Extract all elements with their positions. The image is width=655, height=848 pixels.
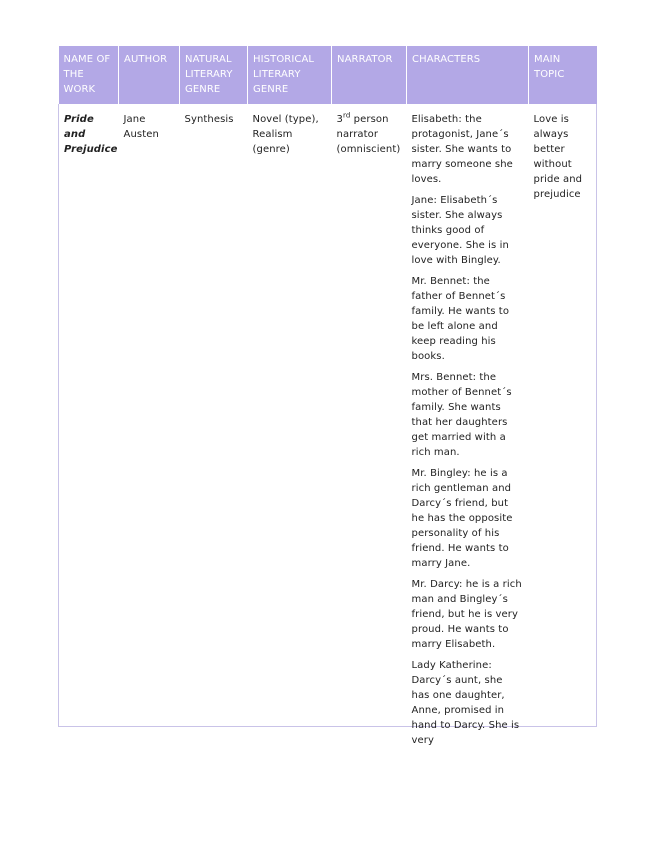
header-row <box>59 46 597 104</box>
historical-genre-value: Novel (type), Realism (genre) <box>252 114 319 155</box>
table-row <box>59 104 597 726</box>
cell-work <box>59 104 119 726</box>
header-narrator: NARRATOR <box>332 46 407 104</box>
main-topic-value: Love is always better without pride and prejudice <box>533 114 583 200</box>
cell-author <box>119 104 180 726</box>
character-entry: Mr. Bingley: he is a rich gentleman and Darcy´s friend, but he has the opposite personality of his friend. He wants to marry Jane. <box>411 468 513 569</box>
header-characters: CHARACTERS <box>407 46 529 104</box>
header-main-topic: MAIN TOPIC <box>529 46 597 104</box>
header-natural-genre: NATURAL LITERARY GENRE <box>180 46 248 104</box>
work-title: Pride and Prejudice <box>64 114 118 155</box>
character-entry: Mr. Darcy: he is a rich man and Bingley´s friend, but he is very proud. He wants to marry Elisabeth. <box>411 579 522 650</box>
narrator-value: person narrator (omniscient) <box>336 114 401 155</box>
character-entry: Mrs. Bennet: the mother of Bennet´s family. She wants that her daughters get married with a rich man. <box>411 372 512 458</box>
characters-list <box>411 112 525 746</box>
character-entry: Lady Katherine: Darcy´s aunt, she has one daughter, Anne, promised in hand to Darcy. She is very <box>411 660 520 746</box>
cell-main-topic <box>529 104 597 726</box>
character-entry: Elisabeth: the protagonist, Jane´s sister. She wants to marry someone she loves. <box>411 114 513 185</box>
literature-table <box>58 46 597 746</box>
cell-historical-genre <box>248 104 332 726</box>
cell-characters <box>407 104 529 746</box>
header-name-of-work: NAME OF THE WORK <box>59 46 119 104</box>
cell-natural-genre <box>180 104 248 726</box>
header-historical-genre: HISTORICAL LITERARY GENRE <box>248 46 332 104</box>
author-name: Jane Austen <box>123 114 159 140</box>
character-entry: Mr. Bennet: the father of Bennet´s family. He wants to be left alone and keep reading his books. <box>411 276 510 362</box>
character-entry: Jane: Elisabeth´s sister. She always thinks good of everyone. She is in love with Bingley. <box>411 195 509 266</box>
narrator-ordinal-suffix: rd <box>342 111 351 120</box>
natural-genre-value: Synthesis <box>184 114 234 125</box>
narrator-ordinal: 3 <box>336 114 343 125</box>
cell-narrator <box>332 104 407 726</box>
header-author: AUTHOR <box>119 46 180 104</box>
